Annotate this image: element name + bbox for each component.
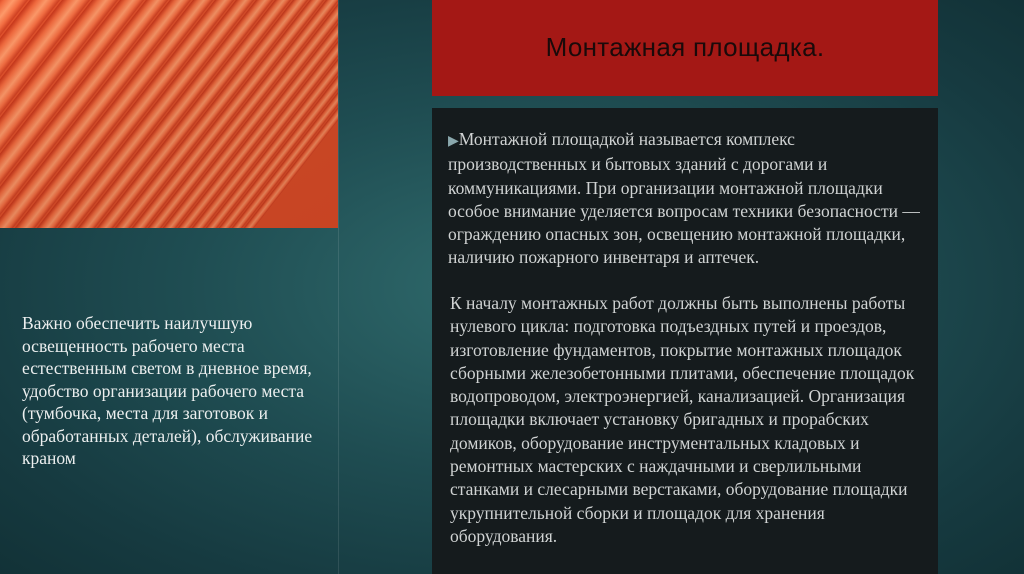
bullet-arrow-icon: ▶ — [448, 134, 459, 149]
content-panel — [432, 108, 938, 574]
title-banner — [432, 0, 938, 96]
paragraph-definition — [448, 128, 924, 270]
paragraph-preparation: К началу монтажных работ должны быть выполнены работы нулевого цикла: подготовка подъездных путей и проездов, изготовление фундаментов, покрытие монтажных площадок сборными железобетонными плитами, обеспечение площадок водопроводом, электроэнергией, канализацией. Организация площадки включает установку бригадных и прорабских домиков, оборудование инструментальных кладовых и ремонтных мастерских с наждачными и сверлильными станками и слесарными верстаками, оборудование площадки укрупнительной сборки и площадок для хранения оборудования. — [450, 293, 915, 546]
orange-pipes-photo — [0, 0, 338, 228]
slide-title: Монтажная площадка. — [545, 32, 825, 62]
side-note: Важно обеспечить наилучшую освещенность рабочего места естественным светом в дневное время, удобство организации рабочего места (тумбочка, места для заготовок и обработанных деталей), обслуживание краном — [22, 313, 313, 468]
paragraph-definition-text: Монтажной площадкой называется комплекс производственных и бытовых зданий с дорогами и коммуникациями. При организации монтажной площадки особое внимание уделяется вопросам техники безопасности — ограждению опасных зон, освещению монтажной площадки, наличию пожарного инвентаря и аптечек. — [448, 129, 920, 268]
vertical-divider — [338, 0, 339, 574]
